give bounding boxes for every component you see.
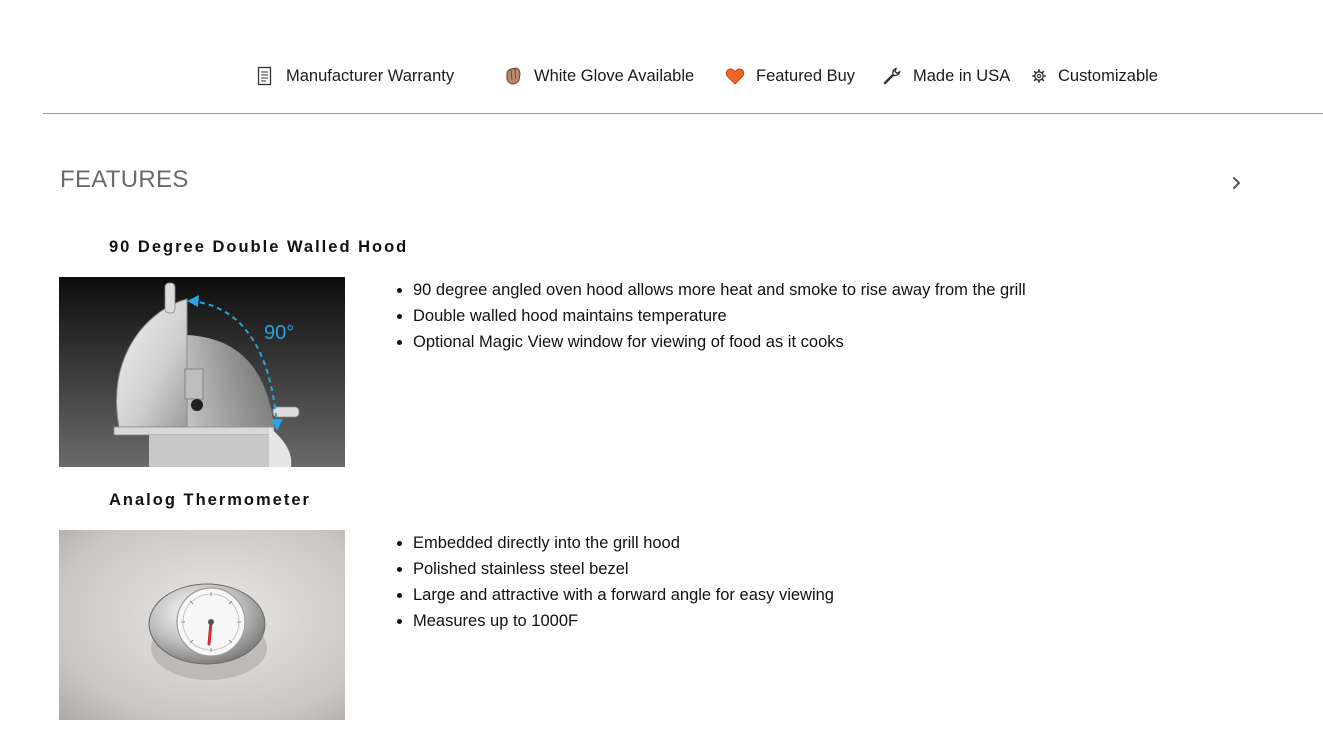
badge-label: Made in USA bbox=[913, 66, 1011, 85]
list-item: • Measures up to 1000F bbox=[413, 608, 834, 634]
feature-title: Analog Thermometer bbox=[109, 491, 311, 509]
badge-made-in-usa[interactable] bbox=[882, 60, 1010, 92]
thermometer-image bbox=[59, 530, 345, 720]
hood-image bbox=[59, 277, 345, 467]
glove-icon bbox=[503, 66, 523, 86]
list-item: • Large and attractive with a forward angle for easy viewing bbox=[413, 582, 834, 608]
badge-label: Customizable bbox=[1058, 66, 1158, 85]
feature-bullet-list bbox=[395, 277, 1026, 355]
badge-customizable[interactable] bbox=[1031, 60, 1158, 92]
badge-manufacturer-warranty[interactable] bbox=[255, 60, 454, 92]
document-icon bbox=[255, 66, 275, 86]
badge-label: White Glove Available bbox=[534, 66, 695, 85]
badge-label: Featured Buy bbox=[756, 66, 856, 85]
badge-featured-buy[interactable] bbox=[725, 60, 855, 92]
feature-badges-bar bbox=[0, 60, 1323, 92]
badge-label: Manufacturer Warranty bbox=[286, 66, 455, 85]
feature-bullet-list bbox=[395, 530, 834, 634]
gear-icon bbox=[1031, 66, 1047, 86]
section-title: FEATURES bbox=[60, 166, 189, 193]
list-item: • Optional Magic View window for viewing of food as it cooks bbox=[413, 329, 1026, 355]
divider bbox=[43, 113, 1323, 114]
wrench-icon bbox=[882, 66, 902, 86]
list-item: • 90 degree angled oven hood allows more heat and smoke to rise away from the grill bbox=[413, 277, 1026, 303]
angle-label: 90° bbox=[264, 322, 295, 344]
list-item: • Embedded directly into the grill hood bbox=[413, 530, 834, 556]
chevron-right-icon[interactable] bbox=[1226, 172, 1248, 194]
heart-icon bbox=[725, 66, 745, 86]
list-item: • Double walled hood maintains temperature bbox=[413, 303, 1026, 329]
feature-title: 90 Degree Double Walled Hood bbox=[109, 238, 409, 256]
badge-white-glove[interactable] bbox=[503, 60, 694, 92]
list-item: • Polished stainless steel bezel bbox=[413, 556, 834, 582]
